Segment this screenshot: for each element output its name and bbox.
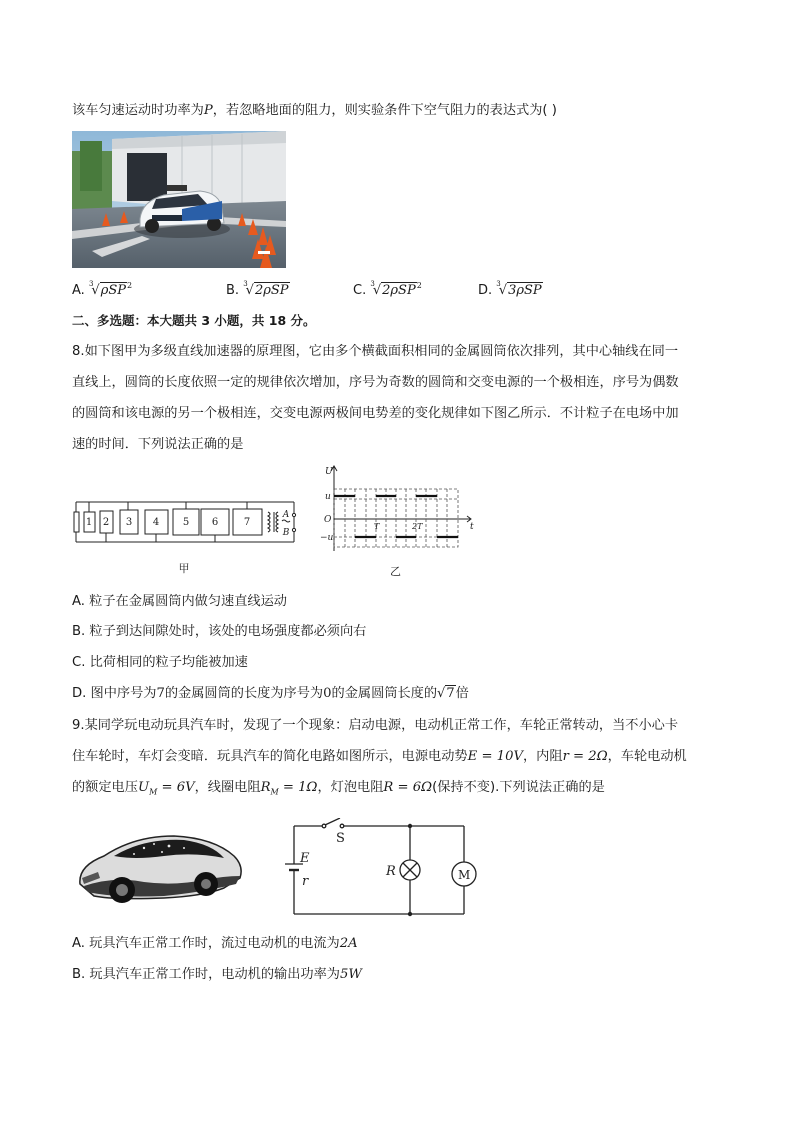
q8-option-c[interactable]: C. 比荷相同的粒子均能被加速	[72, 655, 248, 670]
section-heading-multiple-choice: 二、多选题：本大题共 3 小题，共 18 分。	[72, 313, 316, 328]
figure-yi-caption: 乙	[390, 565, 401, 578]
q9-stem-line-1: 9.某同学玩电动玩具汽车时，发现了一个现象：启动电源，电动机正常工作，车轮正常转动，当不小心卡	[72, 718, 679, 733]
q8-stem-line-3: 的圆筒和该电源的另一个极相连，交变电源两极间电势差的变化规律如下图乙所示．不计粒子在电场中加	[72, 406, 679, 421]
figure-yi-voltage-wave	[320, 463, 480, 581]
q9-option-b[interactable]: B. 玩具汽车正常工作时，电动机的输出功率为5W	[72, 967, 362, 982]
internal-resistance-label: r	[302, 874, 309, 889]
cylinder-label-6: 6	[211, 517, 219, 528]
wind-tunnel-car-photo	[72, 131, 286, 268]
q7-option-c[interactable]: C. $^3$√2ρSP$^2$	[353, 280, 422, 298]
emf-label: E	[300, 851, 310, 866]
q9-option-a[interactable]: A. 玩具汽车正常工作时，流过电动机的电流为2A	[72, 936, 358, 951]
figure-jia-linear-accelerator	[72, 494, 300, 578]
terminal-label-a: A	[282, 510, 290, 520]
q8-stem-line-4: 速的时间．下列说法正确的是	[72, 437, 244, 452]
q7-option-a[interactable]: A. $^3$√ρSP$^2$	[72, 280, 133, 298]
terminal-label-b: B	[282, 528, 290, 538]
q9-stem-line-3: 的额定电压$U_M = 6V$，线圈电阻$R_M = 1\Omega$，灯泡电阻R = 6Ω(保持不变).下列说法正确的是	[72, 780, 605, 797]
label-positive-u: u	[325, 492, 331, 502]
circuit-diagram	[282, 818, 482, 920]
q7-option-b[interactable]: B. $^3$√2ρSP	[226, 280, 289, 298]
figure-jia-caption: 甲	[178, 562, 190, 575]
switch-label: S	[336, 831, 345, 846]
cylinder-label-1: 1	[85, 517, 93, 528]
cylinder-label-2: 2	[102, 517, 110, 528]
axis-label-u: U	[325, 467, 333, 477]
cylinder-label-3: 3	[125, 517, 133, 528]
power-variable: P	[203, 103, 213, 118]
label-period-2t: 2T	[412, 522, 423, 531]
cylinder-label-7: 7	[243, 517, 251, 528]
axis-label-t: t	[470, 522, 474, 532]
q8-option-a[interactable]: A. 粒子在金属圆筒内做匀速直线运动	[72, 594, 287, 609]
q8-stem-line-1: 8.如下图甲为多级直线加速器的原理图，它由多个横截面积相同的金属圆筒依次排列，其中心轴线在同一	[72, 344, 679, 359]
motor-label: M	[458, 868, 471, 882]
q8-stem-line-2: 直线上，圆筒的长度依照一定的规律依次增加，序号为奇数的圆筒和交变电源的一个极相连，序号为偶数	[72, 375, 679, 390]
q8-option-b[interactable]: B. 粒子到达间隙处时，该处的电场强度都必须向右	[72, 624, 367, 639]
q9-stem-line-2: 住车轮时，车灯会变暗．玩具汽车的简化电路如图所示，电源电动势E = 10V，内阻r = 2Ω，车轮电动机	[72, 749, 687, 764]
toy-car-image	[74, 826, 246, 908]
lamp-resistance-label: R	[386, 864, 396, 879]
label-period-t: T	[374, 522, 380, 531]
cylinder-label-4: 4	[152, 517, 160, 528]
cylinder-label-5: 5	[182, 517, 190, 528]
q7-stem-line: 该车匀速运动时功率为P，若忽略地面的阻力，则实验条件下空气阻力的表达式为( )	[72, 103, 557, 118]
label-origin: O	[324, 515, 332, 525]
q7-option-d[interactable]: D. $^3$√3ρSP	[478, 280, 542, 298]
label-negative-u: −u	[320, 533, 334, 543]
q8-option-d[interactable]: D. 图中序号为7的金属圆筒的长度为序号为0的金属圆筒长度的√7倍	[72, 686, 469, 701]
